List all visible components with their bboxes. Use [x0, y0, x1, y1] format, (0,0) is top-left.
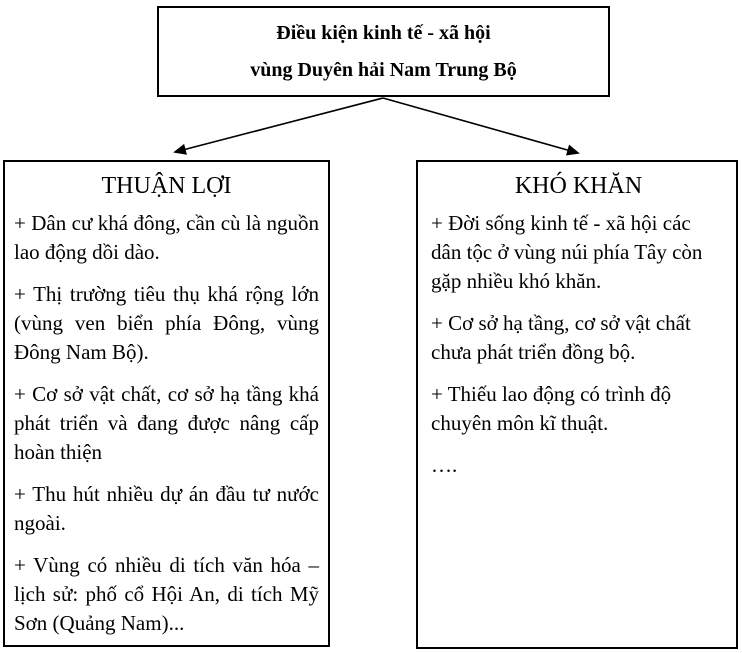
difficulties-header: KHÓ KHĂN [514, 173, 643, 199]
title-line-1: Điều kiện kinh tế - xã hội [276, 22, 491, 45]
title-line-2: vùng Duyên hải Nam Trung Bộ [250, 58, 517, 81]
list-item: + Thiếu lao động có trình độ chuyên môn kĩ thuật. [431, 381, 672, 435]
advantages-header: THUẬN LỢI [101, 173, 232, 199]
list-item: + Dân cư khá đông, cần cù là nguồn lao động dồi dào. [14, 210, 319, 264]
difficulties-box [416, 160, 738, 649]
list-item: + Đời sống kinh tế - xã hội các dân tộc ở vùng núi phía Tây còn gặp nhiều khó khăn. [431, 210, 703, 293]
list-item: …. [431, 452, 458, 477]
difficulties-list [431, 209, 726, 480]
arrow-to-difficulties [383, 98, 578, 153]
list-item: + Vùng có nhiều di tích văn hóa – lịch sử: phố cổ Hội An, di tích Mỹ Sơn (Quảng Nam)... [14, 552, 319, 635]
title-box [157, 6, 610, 97]
advantages-list [14, 209, 319, 638]
list-item: + Cơ sở vật chất, cơ sở hạ tầng khá phát triển và đang được nâng cấp hoàn thiện [14, 381, 319, 464]
list-item: + Cơ sở hạ tầng, cơ sở vật chất chưa phát triển đồng bộ. [431, 310, 691, 364]
list-item: + Thu hút nhiều dự án đầu tư nước ngoài. [14, 481, 319, 535]
list-item: + Thị trường tiêu thụ khá rộng lớn (vùng ven biển phía Đông, vùng Đông Nam Bộ). [14, 281, 319, 364]
arrow-to-advantages [175, 98, 383, 152]
advantages-box [3, 160, 330, 647]
